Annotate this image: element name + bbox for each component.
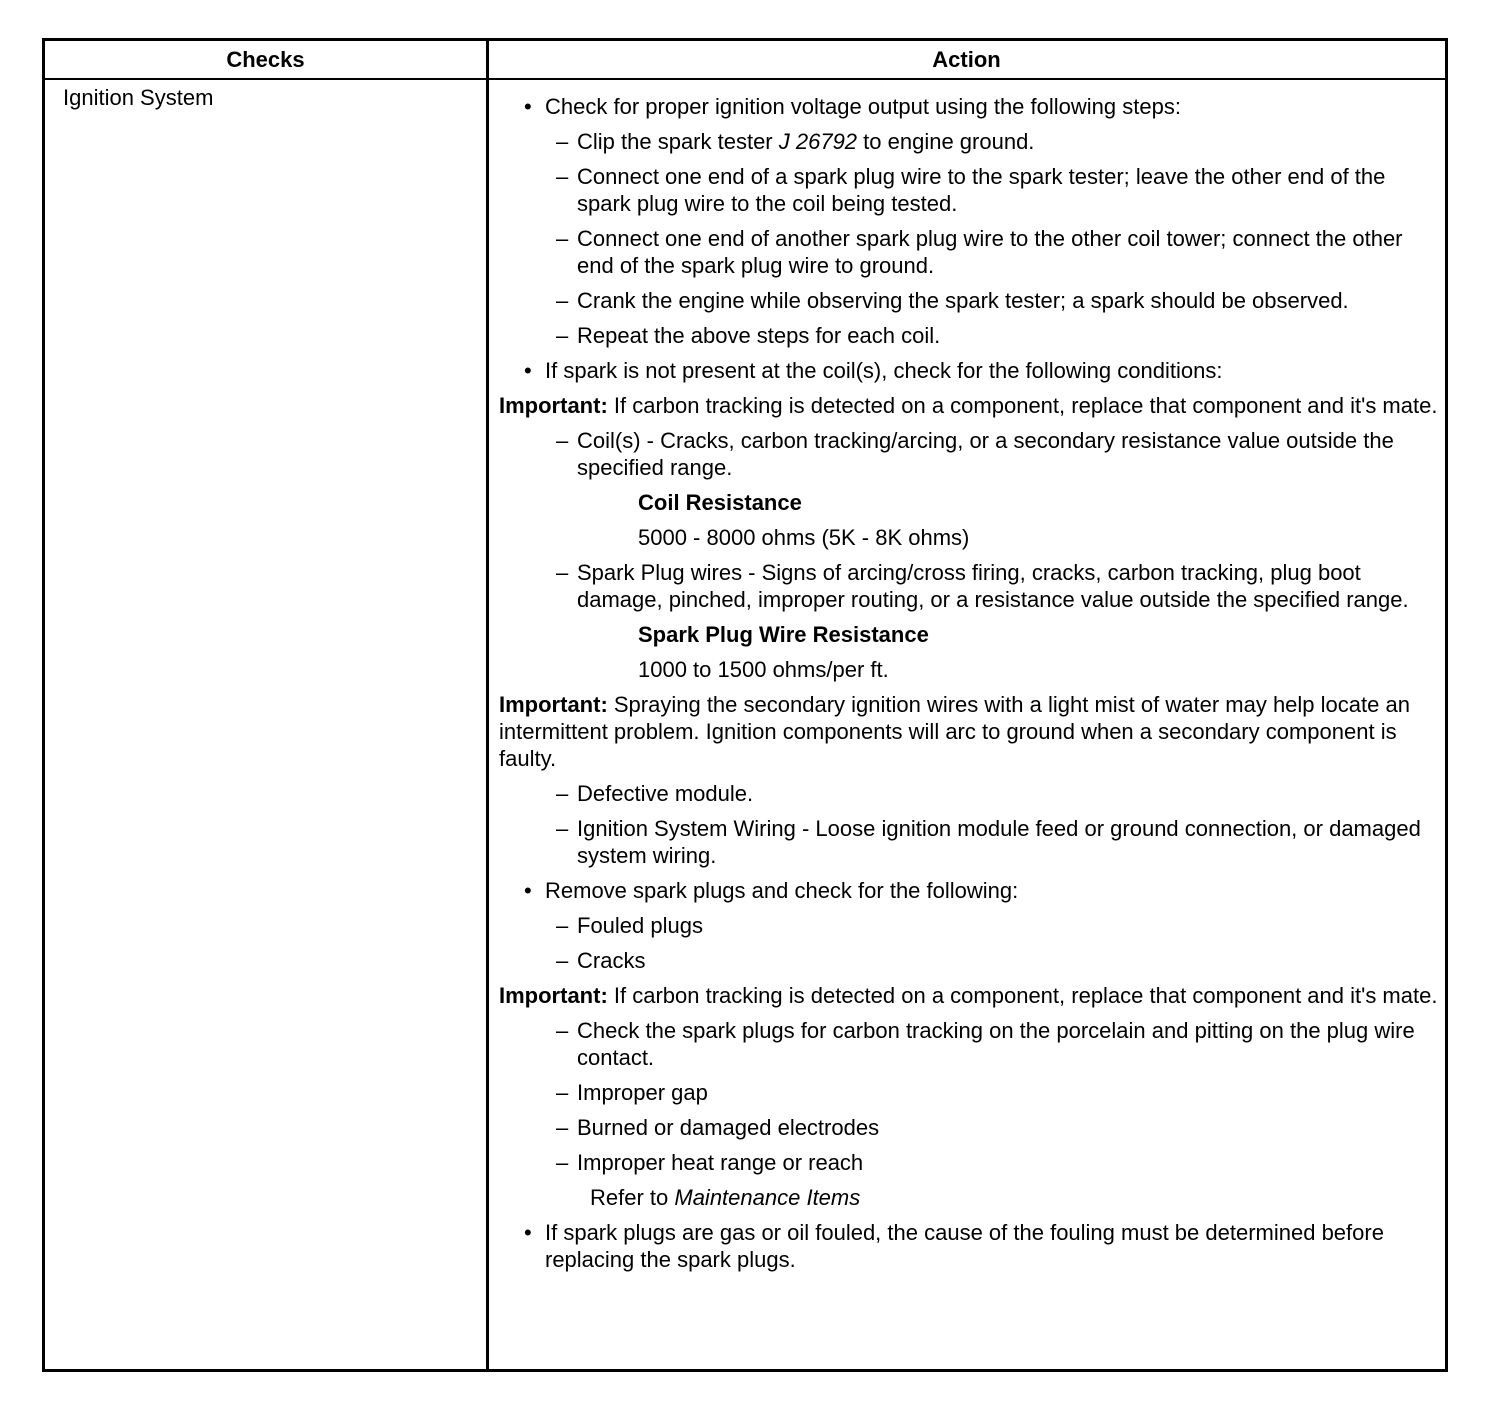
dash-item: – Cracks — [499, 947, 1439, 974]
spec-title: Coil Resistance — [638, 490, 802, 515]
bullet-item: • If spark is not present at the coil(s), check for the following conditions: — [499, 357, 1439, 384]
dash-item: – Repeat the above steps for each coil. — [499, 322, 1439, 349]
dash-item: – Ignition System Wiring - Loose ignition module feed or ground connection, or damaged system wiring. — [499, 815, 1439, 869]
table-header-row — [45, 41, 1445, 80]
important-label: Important: — [499, 692, 608, 717]
dash-item: – Coil(s) - Cracks, carbon tracking/arcing, or a secondary resistance value outside the specified range. — [499, 427, 1439, 481]
dash-item: – Improper gap — [499, 1079, 1439, 1106]
important-text: If carbon tracking is detected on a component, replace that component and it's mate. — [607, 983, 1438, 1008]
header-checks: Checks — [226, 47, 305, 72]
check-label: Ignition System — [63, 85, 214, 110]
refer-line — [499, 1184, 1439, 1211]
dash-text: Clip the spark tester — [577, 129, 779, 154]
important-note — [499, 982, 1439, 1009]
dash-item: – Connect one end of another spark plug wire to the other coil tower; connect the other end of the spark plug wire to ground. — [499, 225, 1439, 279]
dash-item: – Crank the engine while observing the spark tester; a spark should be observed. — [499, 287, 1439, 314]
important-text: If carbon tracking is detected on a component, replace that component and it's mate. — [607, 393, 1438, 418]
dash-item: – Check the spark plugs for carbon tracking on the porcelain and pitting on the plug wire contact. — [499, 1017, 1439, 1071]
column-divider — [486, 41, 489, 1369]
dash-item: – Burned or damaged electrodes — [499, 1114, 1439, 1141]
important-note — [499, 392, 1439, 419]
header-action: Action — [932, 47, 1001, 72]
spec-value: 5000 - 8000 ohms (5K - 8K ohms) — [638, 525, 970, 550]
refer-text: Refer to — [590, 1185, 675, 1210]
important-note — [499, 691, 1439, 772]
bullet-item: • Check for proper ignition voltage output using the following steps: — [499, 93, 1439, 120]
spec-title: Spark Plug Wire Resistance — [638, 622, 929, 647]
dash-item: – Defective module. — [499, 780, 1439, 807]
dash-item — [499, 128, 1439, 155]
diagnostic-table — [42, 38, 1448, 1372]
bullet-item: • If spark plugs are gas or oil fouled, the cause of the fouling must be determined before replacing the spark plugs. — [499, 1219, 1439, 1273]
dash-text: to engine ground. — [857, 129, 1035, 154]
dash-item: – Connect one end of a spark plug wire to the spark tester; leave the other end of the spark plug wire to the coil being tested. — [499, 163, 1439, 217]
dash-item: – Spark Plug wires - Signs of arcing/cross firing, cracks, carbon tracking, plug boot damage, pinched, improper routing, or a resistance value outside the specified range. — [499, 559, 1439, 613]
action-cell — [499, 93, 1439, 1281]
tool-number: J 26792 — [778, 129, 858, 154]
dash-item: – Fouled plugs — [499, 912, 1439, 939]
important-text: Spraying the secondary ignition wires with a light mist of water may help locate an intermittent problem. Ignition components will arc to ground when a secondary component is faulty. — [499, 692, 1410, 771]
dash-item: – Improper heat range or reach — [499, 1149, 1439, 1176]
important-label: Important: — [499, 983, 608, 1008]
refer-link[interactable]: Maintenance Items — [674, 1185, 861, 1210]
important-label: Important: — [499, 393, 608, 418]
bullet-item: • Remove spark plugs and check for the following: — [499, 877, 1439, 904]
spec-value: 1000 to 1500 ohms/per ft. — [638, 657, 889, 682]
